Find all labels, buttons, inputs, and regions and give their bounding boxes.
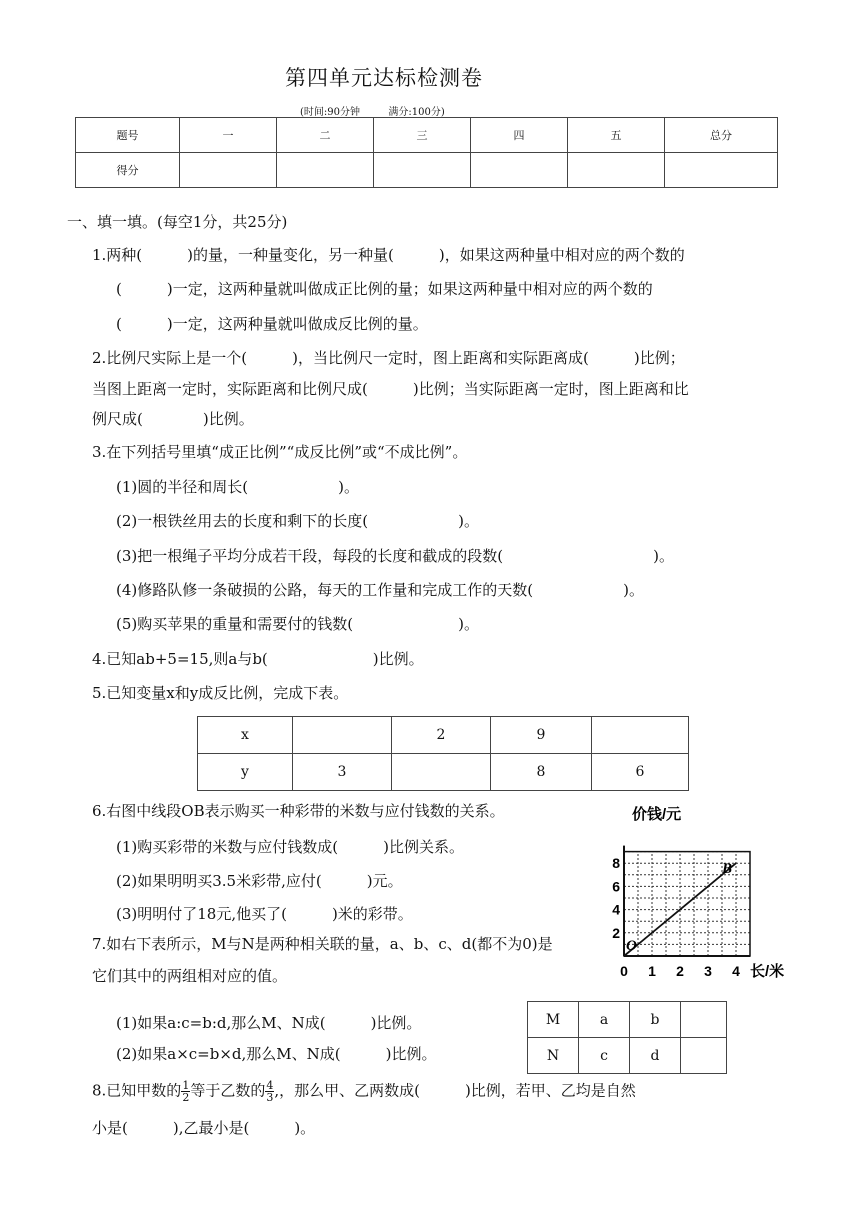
table-cell	[681, 1002, 727, 1038]
question-7-line: 7.如右下表所示，M与N是两种相关联的量，a、b、c、d(都不为0)是	[92, 935, 553, 953]
score-input-cell[interactable]	[277, 153, 374, 188]
question-3-item: (2)一根铁丝用去的长度和剩下的长度( )。	[116, 512, 479, 530]
score-input-cell[interactable]	[665, 153, 778, 188]
table-cell: M	[528, 1002, 579, 1038]
table-cell[interactable]	[392, 754, 491, 791]
x-tick-label: 1	[648, 963, 656, 979]
table-cell[interactable]	[293, 717, 392, 754]
table-cell: 3	[293, 754, 392, 791]
question-8-text: 等于乙数的	[190, 1081, 266, 1100]
y-tick-label: 8	[612, 855, 620, 872]
score-input-cell[interactable]	[471, 153, 568, 188]
score-cell: 五	[568, 118, 665, 153]
table-row	[528, 1002, 727, 1038]
score-input-cell[interactable]	[568, 153, 665, 188]
fraction-denominator: 3	[266, 1091, 274, 1104]
score-cell: 题号	[76, 118, 180, 153]
question-2-line: 2.比例尺实际上是一个( )，当比例尺一定时，图上距离和实际距离成( )比例；	[92, 349, 685, 367]
exam-time: (时间:90分钟	[300, 107, 360, 118]
score-cell: 得分	[76, 153, 180, 188]
question-3-item: (4)修路队修一条破损的公路，每天的工作量和完成工作的天数( )。	[116, 581, 644, 599]
question-4: 4.已知ab+5=15,则a与b( )比例。	[92, 650, 424, 668]
score-cell: 四	[471, 118, 568, 153]
table-cell	[681, 1038, 727, 1074]
question-3-item: (3)把一根绳子平均分成若干段，每段的长度和截成的段数( )。	[116, 547, 674, 565]
exam-info	[300, 103, 445, 118]
question-6-item: (1)购买彩带的米数与应付钱数成( )比例关系。	[116, 838, 464, 856]
fraction-numerator: 1	[182, 1079, 190, 1092]
table-row	[198, 717, 689, 754]
y-axis-label: 价钱/元	[632, 806, 682, 823]
score-input-cell[interactable]	[374, 153, 471, 188]
table-cell: x	[198, 717, 293, 754]
question-7-item: (1)如果a:c=b:d,那么M、N成( )比例。	[116, 1014, 422, 1032]
question-1-line: 1.两种( )的量，一种量变化，另一种量( )，如果这两种量中相对应的两个数的	[92, 246, 685, 264]
fraction-numerator: 4	[266, 1079, 274, 1092]
x-axis-label: 长/米	[750, 963, 785, 980]
question-8-line	[92, 1080, 636, 1103]
page-title: 第四单元达标检测卷	[285, 66, 483, 90]
fraction	[181, 1080, 190, 1103]
question-3-stem: 3.在下列括号里填“成正比例”“成反比例”或“不成比例”。	[92, 443, 468, 461]
table-cell: 6	[592, 754, 689, 791]
table-row	[198, 754, 689, 791]
table-cell: c	[579, 1038, 630, 1074]
table-cell: 8	[491, 754, 592, 791]
score-cell: 总分	[665, 118, 778, 153]
table-cell: b	[630, 1002, 681, 1038]
question-6-item: (2)如果明明买3.5米彩带,应付( )元。	[116, 872, 403, 890]
question-2-line: 当图上距离一定时，实际距离和比例尺成( )比例；当实际距离一定时，图上距离和比	[92, 380, 689, 398]
score-cell: 二	[277, 118, 374, 153]
question-3-item: (5)购买苹果的重量和需要付的钱数( )。	[116, 615, 479, 633]
fraction-denominator: 2	[182, 1091, 190, 1104]
table-cell: y	[198, 754, 293, 791]
score-cell: 一	[180, 118, 277, 153]
question-1-line: ( )一定，这两种量就叫做成反比例的量。	[116, 315, 428, 333]
question-2-line: 例尺成( )比例。	[92, 410, 254, 428]
question-7-item: (2)如果a×c=b×d,那么M、N成( )比例。	[116, 1045, 437, 1063]
x-tick-label: 0	[620, 963, 628, 979]
point-label: O	[626, 938, 637, 954]
x-tick-label: 2	[676, 963, 684, 979]
question-8-line: 小是( ),乙最小是( )。	[92, 1119, 316, 1137]
table-row	[528, 1038, 727, 1074]
fraction	[265, 1080, 274, 1103]
price-length-chart	[608, 803, 792, 981]
x-tick-label: 4	[732, 963, 740, 979]
point-label: B	[722, 861, 733, 878]
y-tick-label: 4	[612, 901, 620, 918]
y-tick-label: 6	[612, 878, 620, 895]
section-heading: 一、填一填。(每空1分，共25分)	[67, 213, 288, 231]
score-table	[75, 117, 778, 188]
question-8-text: 8.已知甲数的	[92, 1081, 182, 1100]
question-6-stem: 6.右图中线段OB表示购买一种彩带的米数与应付钱数的关系。	[92, 802, 505, 820]
question-7-line: 它们其中的两组相对应的值。	[92, 967, 288, 985]
question-5-stem: 5.已知变量x和y成反比例，完成下表。	[92, 684, 349, 702]
x-tick-label: 3	[704, 963, 712, 979]
table-cell: d	[630, 1038, 681, 1074]
question-8-text: ,，那么甲、乙两数成( )比例，若甲、乙均是自然	[274, 1081, 636, 1100]
score-table-score-row	[76, 153, 778, 188]
question-3-item: (1)圆的半径和周长( )。	[116, 478, 359, 496]
xy-table	[197, 716, 689, 791]
score-cell: 三	[374, 118, 471, 153]
y-tick-label: 2	[612, 924, 620, 941]
table-cell[interactable]	[592, 717, 689, 754]
table-cell: N	[528, 1038, 579, 1074]
score-input-cell[interactable]	[180, 153, 277, 188]
table-cell: 2	[392, 717, 491, 754]
question-6-item: (3)明明付了18元,他买了( )米的彩带。	[116, 905, 413, 923]
mn-table	[527, 1001, 727, 1074]
exam-total-score: 满分:100分)	[388, 107, 445, 118]
question-1-line: ( )一定，这两种量就叫做成正比例的量；如果这两种量中相对应的两个数的	[116, 280, 653, 298]
score-table-header-row	[76, 118, 778, 153]
table-cell: 9	[491, 717, 592, 754]
table-cell: a	[579, 1002, 630, 1038]
